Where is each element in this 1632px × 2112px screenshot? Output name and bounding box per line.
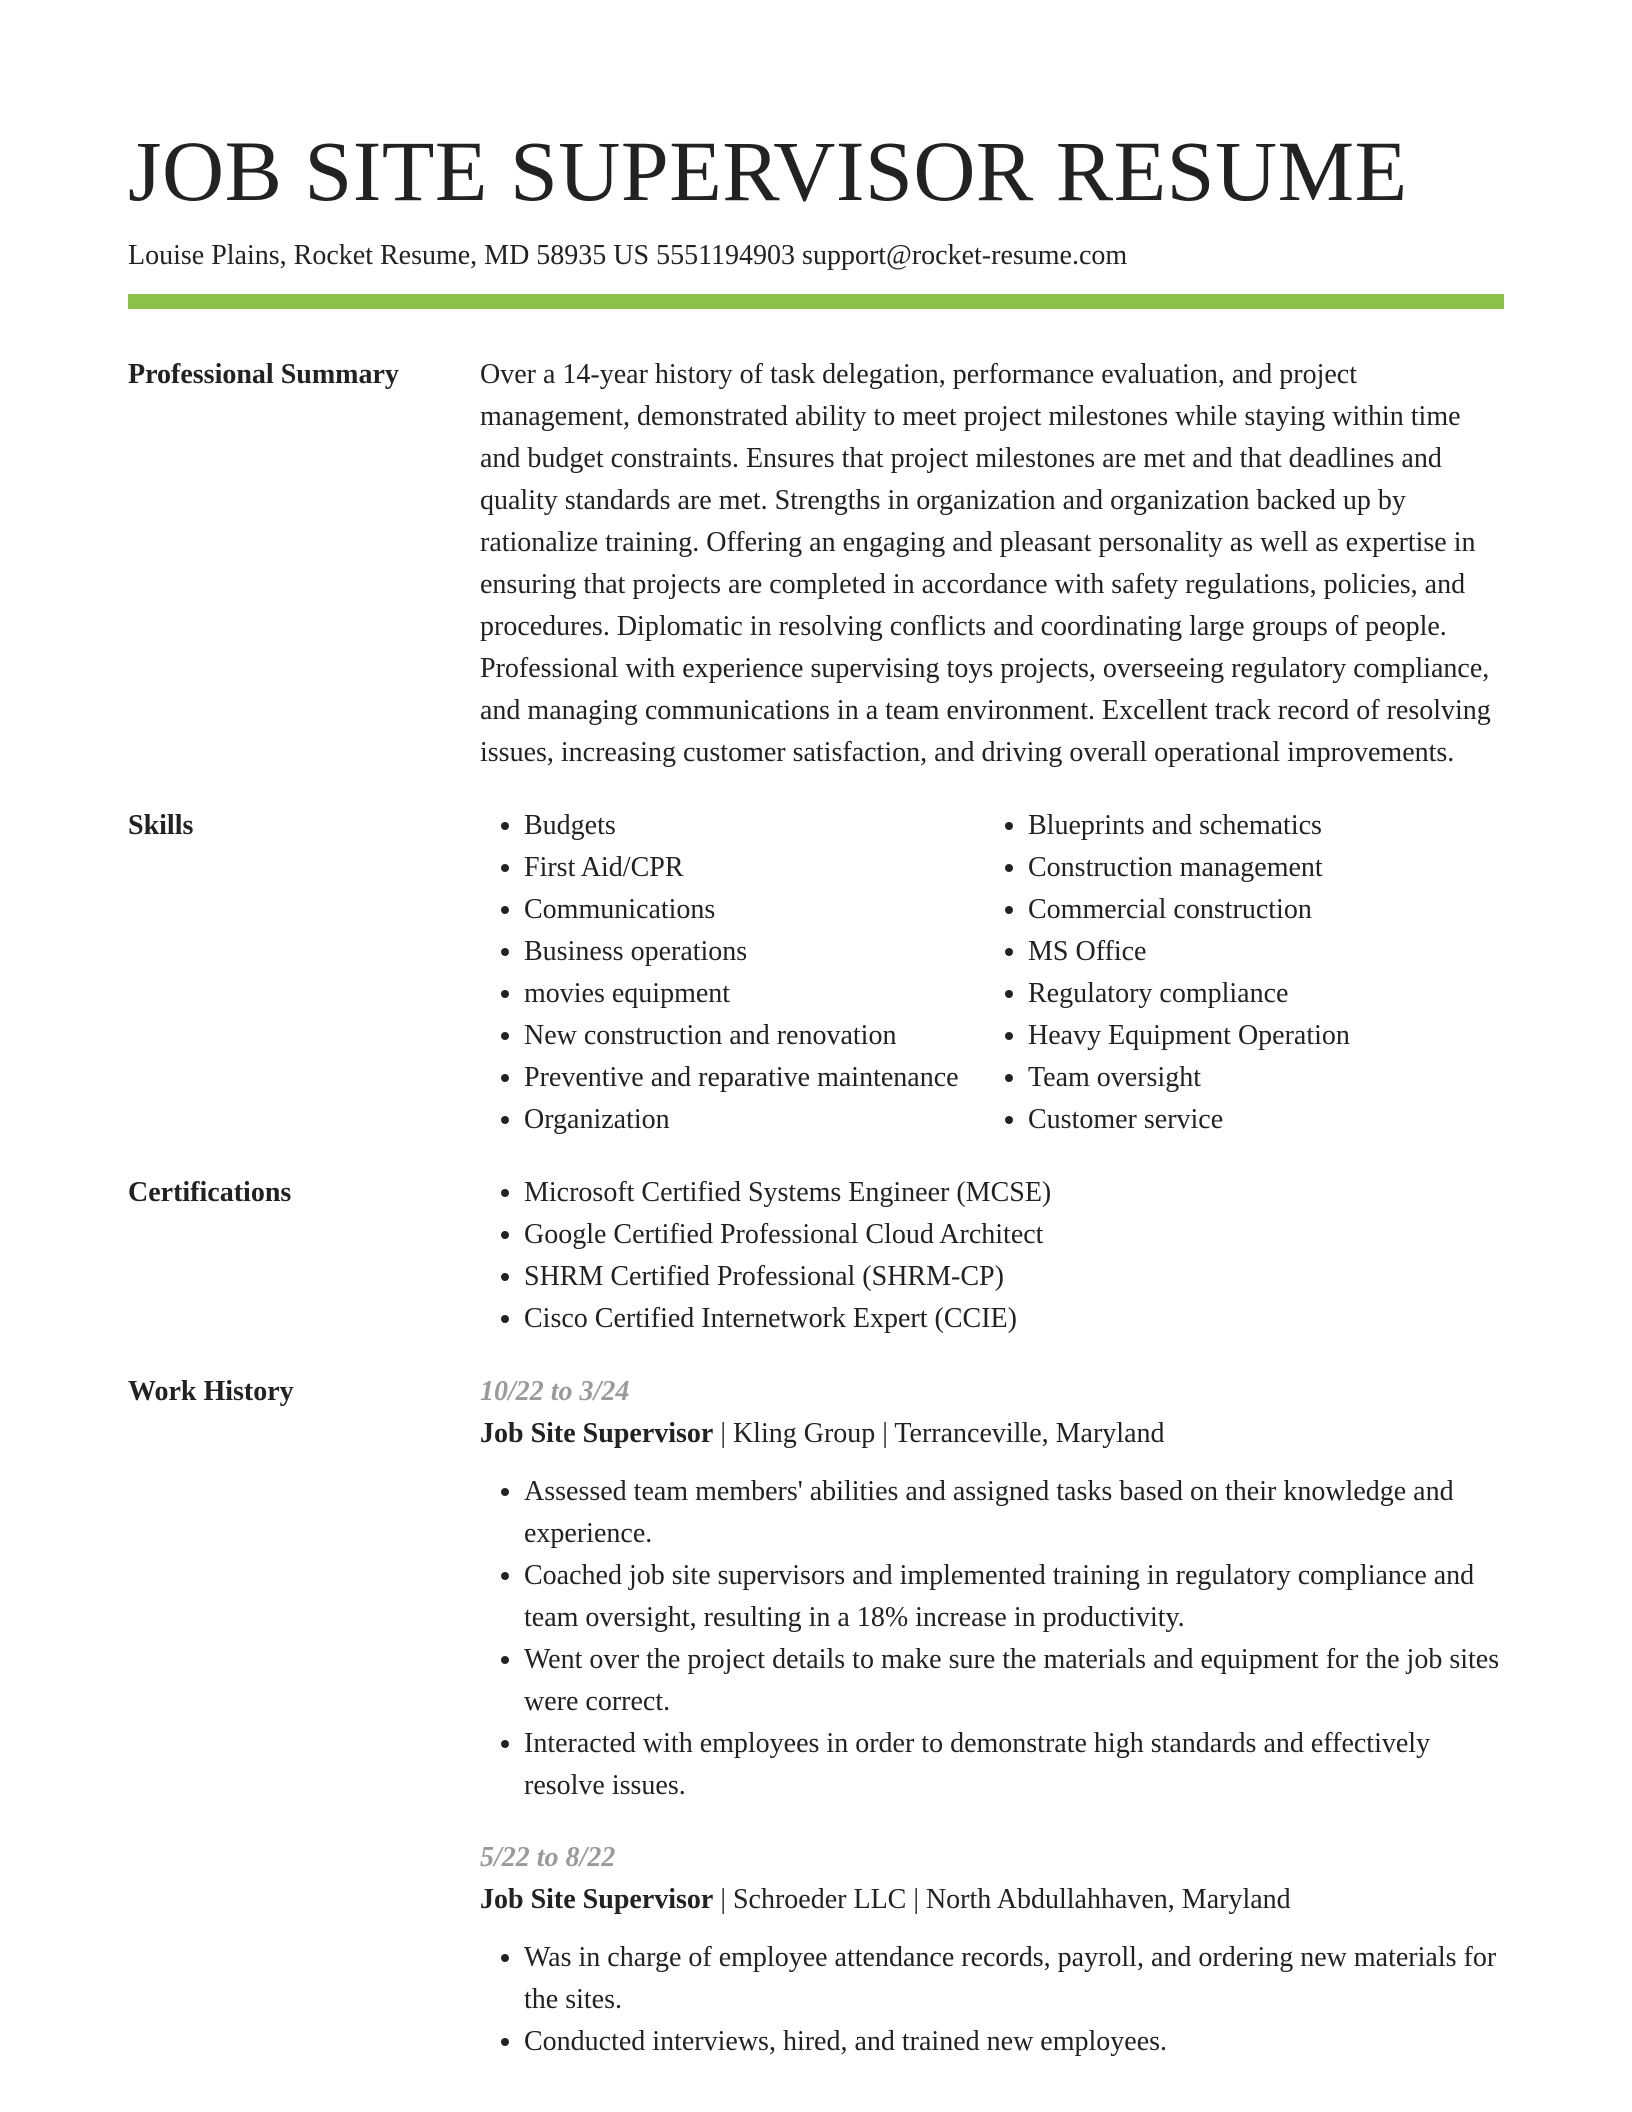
certification-item: • Google Certified Professional Cloud Architect [524, 1214, 1504, 1256]
certifications-section [128, 1172, 1504, 1340]
certifications-list [480, 1172, 1504, 1340]
job-entry [480, 1837, 1504, 2063]
skill-item: • Heavy Equipment Operation [1028, 1015, 1504, 1057]
summary-section [128, 354, 1504, 774]
certification-item: • Microsoft Certified Systems Engineer (MCSE) [524, 1172, 1504, 1214]
job-bullet: • Interacted with employees in order to demonstrate high standards and effectively resolve issues. [524, 1723, 1504, 1807]
skill-item: • New construction and renovation [524, 1015, 984, 1057]
skill-item: • Communications [524, 889, 984, 931]
work-history-body [480, 1371, 1504, 2063]
skill-item: • Regulatory compliance [1028, 973, 1504, 1015]
work-history-label: Work History [128, 1376, 294, 1407]
job-employer-location: | Kling Group | Terranceville, Maryland [713, 1418, 1165, 1449]
skill-item: • Blueprints and schematics [1028, 805, 1504, 847]
skill-item: • Preventive and reparative maintenance [524, 1057, 984, 1099]
job-heading [480, 1879, 1504, 1921]
job-bullets [480, 1471, 1504, 1807]
summary-label: Professional Summary [128, 359, 399, 390]
job-bullet: • Conducted interviews, hired, and trained new employees. [524, 2021, 1504, 2063]
accent-divider [128, 294, 1504, 309]
skills-column-1 [480, 805, 984, 1141]
job-bullet: • Was in charge of employee attendance records, payroll, and ordering new materials for the sites. [524, 1937, 1504, 2021]
skills-list [480, 805, 1504, 1141]
job-employer-location: | Schroeder LLC | North Abdullahhaven, Maryland [713, 1884, 1291, 1915]
skill-item: • Team oversight [1028, 1057, 1504, 1099]
job-title: Job Site Supervisor [480, 1884, 714, 1915]
job-bullet: • Assessed team members' abilities and assigned tasks based on their knowledge and experience. [524, 1471, 1504, 1555]
work-history-section [128, 1371, 1504, 2063]
job-entry [480, 1371, 1504, 1807]
certification-item: • SHRM Certified Professional (SHRM-CP) [524, 1256, 1504, 1298]
skill-item: • Commercial construction [1028, 889, 1504, 931]
contact-line: Louise Plains, Rocket Resume, MD 58935 US 5551194903 support@rocket-resume.com [128, 240, 1128, 271]
skill-item: • MS Office [1028, 931, 1504, 973]
job-heading [480, 1413, 1504, 1455]
job-bullet: • Went over the project details to make sure the materials and equipment for the job sites were correct. [524, 1639, 1504, 1723]
skill-item: • Construction management [1028, 847, 1504, 889]
certifications-label: Certifications [128, 1177, 292, 1208]
skills-label: Skills [128, 810, 194, 841]
skill-item: • Budgets [524, 805, 984, 847]
resume-title: JOB SITE SUPERVISOR RESUME [128, 123, 1408, 219]
job-dates: 5/22 to 8/22 [480, 1842, 616, 1873]
job-bullet: • Coached job site supervisors and implemented training in regulatory compliance and team oversight, resulting in a 18% increase in productivity. [524, 1555, 1504, 1639]
skill-item: • Business operations [524, 931, 984, 973]
skills-column-2 [984, 805, 1504, 1141]
job-title: Job Site Supervisor [480, 1418, 714, 1449]
skill-item: • First Aid/CPR [524, 847, 984, 889]
job-bullets [480, 1937, 1504, 2063]
certification-item: • Cisco Certified Internetwork Expert (CCIE) [524, 1298, 1504, 1340]
summary-text: Over a 14-year history of task delegation, performance evaluation, and project management, demonstrated ability to meet project milestones while staying within time and budget constraints. Ensures that project milestones are met and that deadlines and quality standards are met. Strengths in organization and organization backed up by rationalize training. Offering an engaging and pleasant personality as well as expertise in ensuring that projects are completed in accordance with safety regulations, policies, and procedures. Diplomatic in resolving conflicts and coordinating large groups of people. Professional with experience supervising toys projects, overseeing regulatory compliance, and managing communications in a team environment. Excellent track record of resolving issues, increasing customer satisfaction, and driving overall operational improvements. [480, 359, 1491, 768]
job-dates: 10/22 to 3/24 [480, 1376, 630, 1407]
certifications-body [480, 1172, 1504, 1340]
skills-section [128, 805, 1504, 1141]
skill-item: • Customer service [1028, 1099, 1504, 1141]
skill-item: • Organization [524, 1099, 984, 1141]
skill-item: • movies equipment [524, 973, 984, 1015]
resume-page [128, 0, 1504, 2063]
